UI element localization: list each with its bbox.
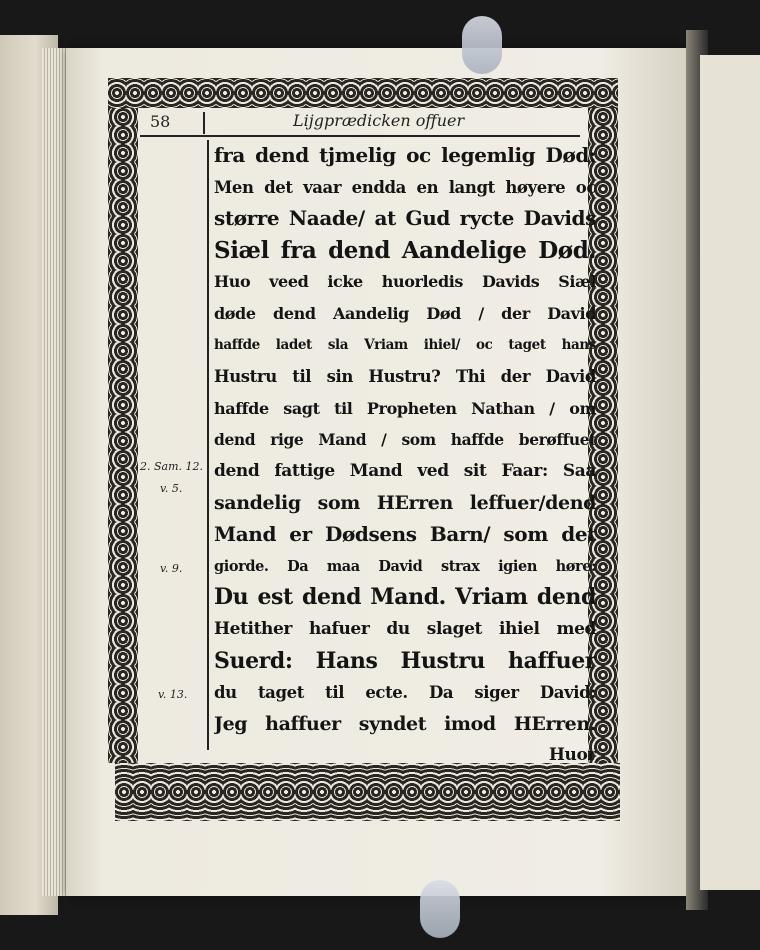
text-line: Jeg haffuer syndet imod HErren. xyxy=(214,712,596,735)
text-line: døde dend Aandelig Død / der David xyxy=(214,303,596,323)
text-line: Siæl fra dend Aandelige Død. xyxy=(214,236,596,264)
text-line: Du est dend Mand. Vriam dend xyxy=(214,584,596,611)
text-line: Huo veed icke huorledis Davids Siæl xyxy=(214,272,596,292)
header-divider xyxy=(203,112,205,134)
text-line: Men det vaar endda en langt høyere oc xyxy=(214,177,596,197)
page-stack-edges xyxy=(42,48,68,896)
body-text-block xyxy=(214,140,596,772)
text-line: sandelig som HErren leffuer/dend xyxy=(214,491,596,514)
ornament-border-left xyxy=(108,108,138,763)
catchword: Huor xyxy=(548,745,596,766)
top-page-clip xyxy=(462,16,502,74)
ornament-border-top xyxy=(108,78,618,108)
margin-note-verse: v. 5. xyxy=(160,482,183,495)
running-head: Lijgprædicken offuer xyxy=(293,111,465,130)
text-line: giorde. Da maa David strax igien høre: xyxy=(214,557,596,575)
header-rule xyxy=(140,135,580,137)
margin-note-verse: v. 13. xyxy=(158,688,188,701)
margin-note-verse: v. 9. xyxy=(160,562,183,575)
bottom-page-clip xyxy=(420,880,460,938)
text-line: dend fattige Mand ved sit Faar: Saa xyxy=(214,460,596,481)
text-line: haffde ladet sla Vriam ihiel/ oc taget hans xyxy=(214,336,596,353)
text-line: fra dend tjmelig oc legemlig Død: xyxy=(214,143,596,167)
text-line: du taget til ecte. Da siger David: xyxy=(214,683,596,703)
margin-note-scripture-ref: 2. Sam. 12. xyxy=(140,460,204,473)
text-line: større Naade/ at Gud rycte Davids xyxy=(214,206,596,231)
facing-page-fragment xyxy=(700,55,760,890)
text-line: Hustru til sin Hustru? Thi der David xyxy=(214,367,596,387)
page-number: 58 xyxy=(150,112,171,131)
margin-rule xyxy=(207,140,209,750)
text-line: Mand er Dødsens Barn/ som det xyxy=(214,522,596,547)
text-line: Hetither hafuer du slaget ihiel med xyxy=(214,618,596,639)
text-line: haffde sagt til Propheten Nathan / om xyxy=(214,398,596,418)
text-line: dend rige Mand / som haffde berøffuet xyxy=(214,430,596,450)
text-line: Suerd: Hans Hustru haffuer xyxy=(214,647,596,674)
